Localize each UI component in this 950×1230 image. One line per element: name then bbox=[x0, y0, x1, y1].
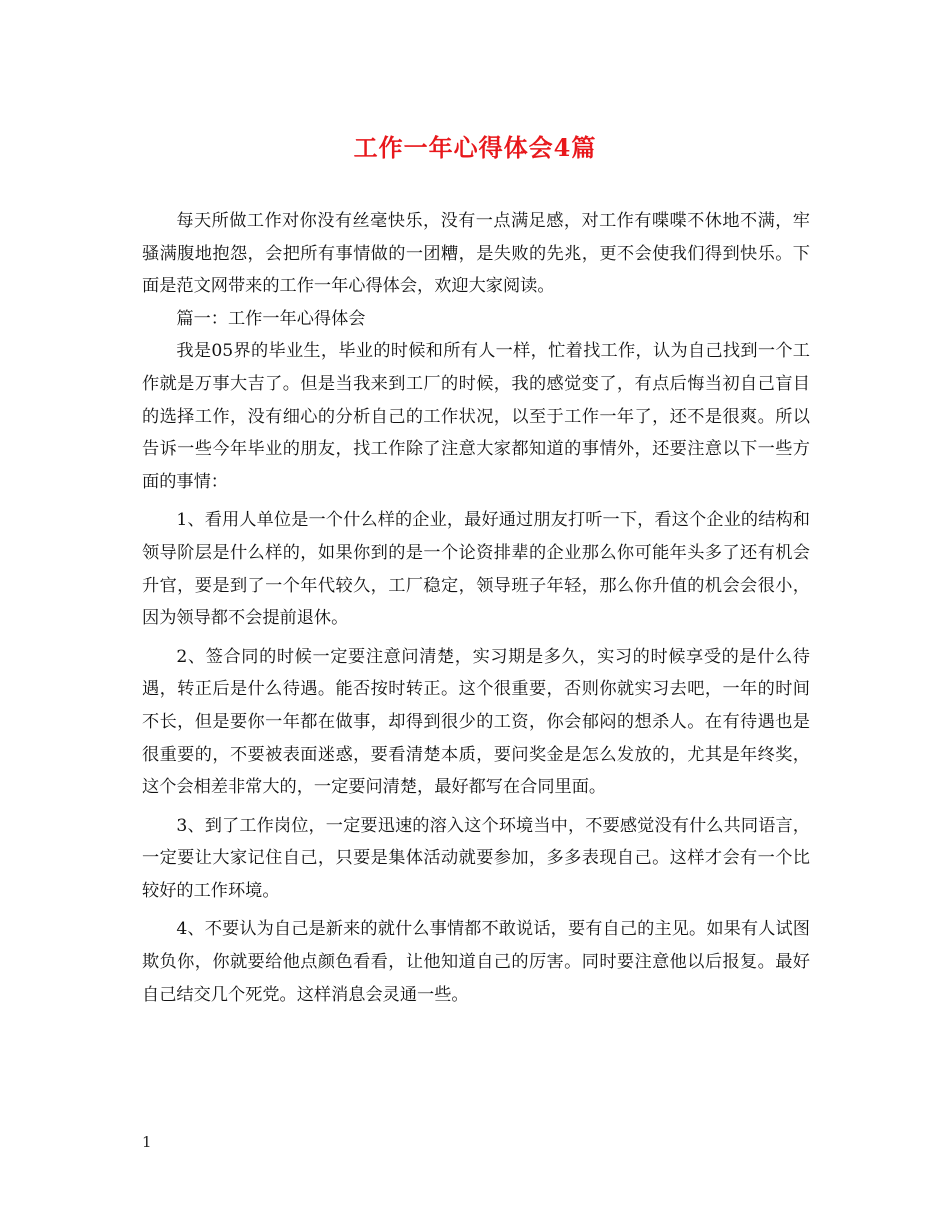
paragraph-1: 我是05界的毕业生，毕业的时候和所有人一样，忙着找工作，认为自己找到一个工作就是万事大吉了。但是当我来到工厂的时候，我的感觉变了，有点后悔当初自己盲目的选择工作，没有细心的分析自己的工作状况，以至于工作一年了，还不是很爽。所以告诉一些今年毕业的朋友，找工作除了注意大家都知道的事情外，还要注意以下一些方面的事情： bbox=[142, 341, 810, 492]
page-number: 1 bbox=[142, 1133, 152, 1151]
document-body bbox=[142, 205, 810, 1011]
paragraph-point-3: 3、到了工作岗位，一定要迅速的溶入这个环境当中，不要感觉没有什么共同语言，一定要让大家记住自己，只要是集体活动就要参加，多多表现自己。这样才会有一个比较好的工作环境。 bbox=[142, 815, 810, 901]
paragraph-section-heading: 篇一：工作一年心得体会 bbox=[176, 308, 366, 329]
paragraph-point-4: 4、不要认为自己是新来的就什么事情都不敢说话，要有自己的主见。如果有人试图欺负你，你就要给他点颜色看看，让他知道自己的厉害。同时要注意他以后报复。最好自己结交几个死党。这样消息会灵通一些。 bbox=[142, 919, 810, 1005]
document-title: 工作一年心得体会4篇 bbox=[353, 133, 597, 162]
paragraph-intro: 每天所做工作对你没有丝毫快乐，没有一点满足感，对工作有喋喋不休地不满，牢骚满腹地抱怨，会把所有事情做的一团糟，是失败的先兆，更不会使我们得到快乐。下面是范文网带来的工作一年心得体会，欢迎大家阅读。 bbox=[142, 211, 810, 297]
paragraph-point-2: 2、签合同的时候一定要注意问清楚，实习期是多久，实习的时候享受的是什么待遇，转正后是什么待遇。能否按时转正。这个很重要，否则你就实习去吧，一年的时间不长，但是要你一年都在做事，却得到很少的工资，你会郁闷的想杀人。在有待遇也是很重要的，不要被表面迷惑，要看清楚本质，要问奖金是怎么发放的，尤其是年终奖，这个会相差非常大的，一定要问清楚，最好都写在合同里面。 bbox=[142, 646, 810, 798]
paragraph-point-1: 1、看用人单位是一个什么样的企业，最好通过朋友打听一下，看这个企业的结构和领导阶层是什么样的，如果你到的是一个论资排辈的企业那么你可能年头多了还有机会升官，要是到了一个年代较久，工厂稳定，领导班子年轻，那么你升值的机会会很小，因为领导都不会提前退休。 bbox=[142, 510, 810, 629]
